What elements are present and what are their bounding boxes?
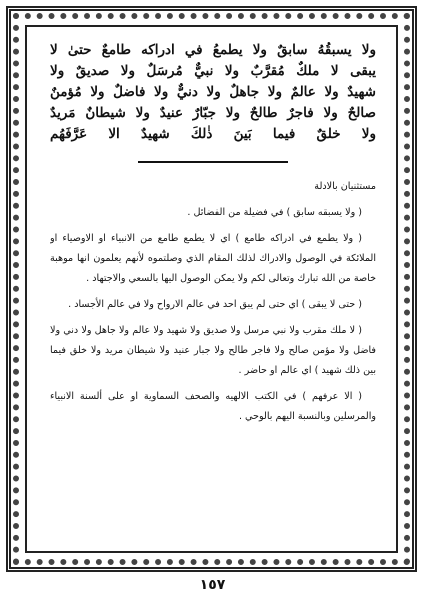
separator-rule <box>138 161 288 163</box>
verse-line: ولا خلقٌ فيما بَينَ ذٰلكَ شهيدٌ الا عَرَّفَهُم <box>50 126 376 142</box>
verse-line: صالحٌ ولا فاجرٌ طالحٌ ولا جبّارٌ عنيدٌ ولا شيطانٌ مَريدٌ <box>50 105 376 121</box>
verse-line: ولا يسبقُهُ سابقٌ ولا يطمعُ في ادراكه طامعٌ حتىٰ لا <box>50 42 376 58</box>
commentary-paragraph: مستثنيان بالادلة <box>314 181 376 192</box>
commentary-paragraph: ( الا عرفهم ) في الكتب الالهيه والصحف السماوية او على ألسنة الانبياء والمرسلين وبالنسبة اليهم بالوحي . <box>50 391 376 422</box>
commentary-paragraph: ( حتى لا يبقى ) اي حتى لم يبق احد في عالم الارواح ولا في عالم الأجساد . <box>68 299 362 310</box>
verse-line: شهيدٌ ولا عالمٌ ولا جاهلٌ ولا دنيٌّ ولا فاضلٌ ولا مُؤمنٌ <box>50 84 376 100</box>
supplication-verse <box>50 40 376 145</box>
commentary-paragraph: ( ولا يسبقه سابق ) في فضيلة من الفضائل . <box>187 207 362 218</box>
verse-line: يبقى لا ملكٌ مُقرَّبٌ ولا نبيٌّ مُرسَلٌ ولا صديقٌ ولا <box>50 63 376 79</box>
page-number: ١٥٧ <box>199 577 226 593</box>
commentary-paragraph: ( لا ملك مقرب ولا نبي مرسل ولا صديق ولا شهيد ولا عالم ولا جاهل ولا دني ولا فاضل ولا مؤمن صالح ولا فاجر طالح ولا جبار عنيد ولا شيطان مريد ولا خلق فيما بين ذلك شهيد ) اي عالم او حاضر . <box>50 325 376 376</box>
page-content <box>50 40 376 545</box>
commentary-paragraph: ( ولا يطمع في ادراكه طامع ) اي لا يطمع طامع من الانبياء او الاوصياء او الملائكة في الوصول والادراك لذلك المقام الذي وصلتموه لأنهم يعلمون انها موهبة خاصة من الله تبارك وتعالى لكم ولا يمكن الوصول اليها بالسعي والاجتهاد . <box>50 233 376 284</box>
